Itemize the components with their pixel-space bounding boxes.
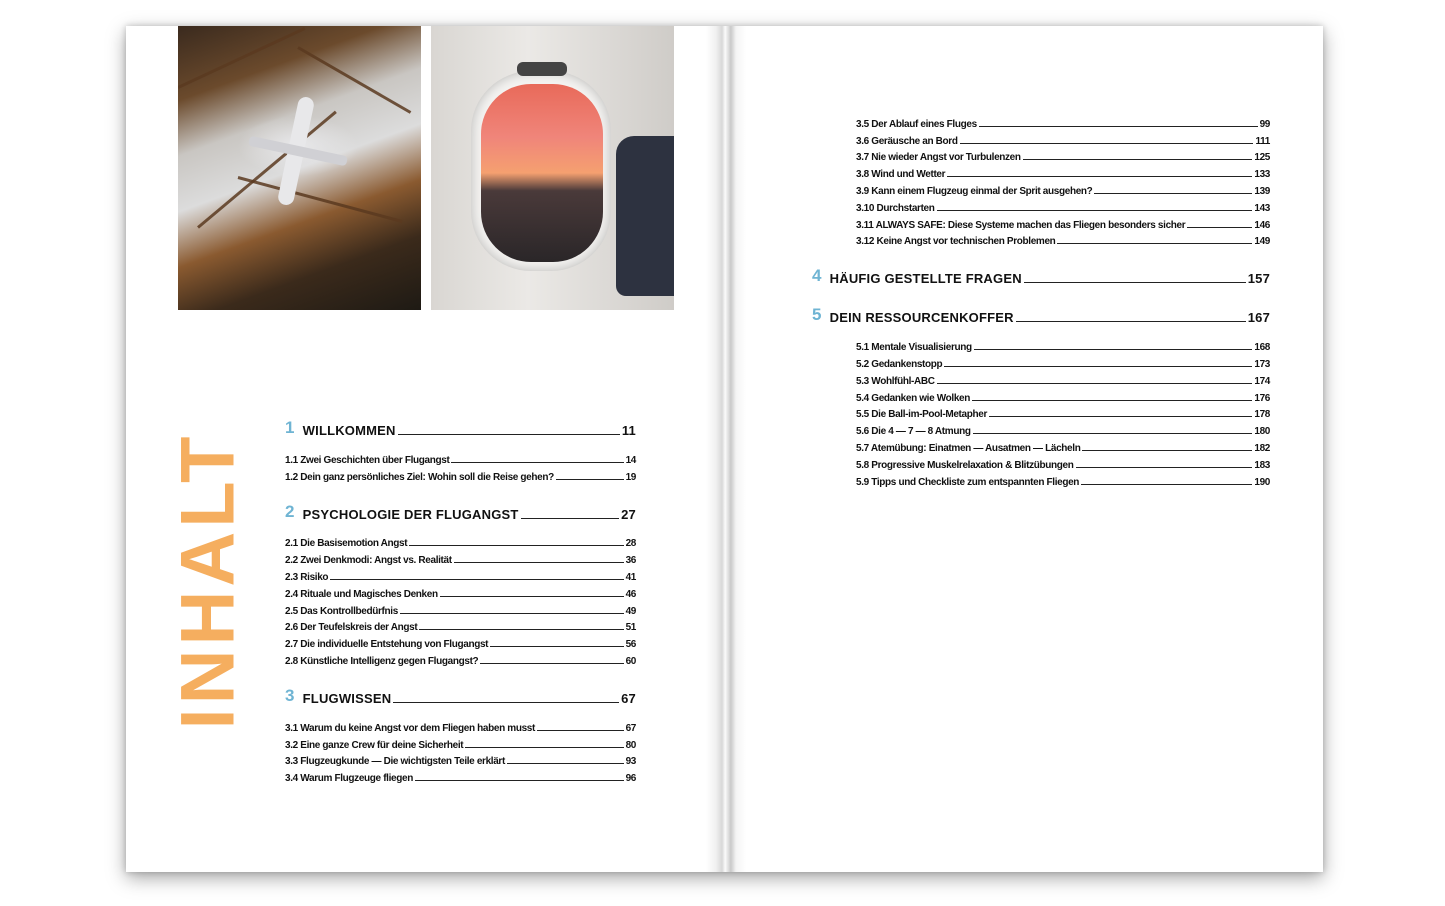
spacer [812, 286, 1270, 303]
toc-leader-line [521, 518, 620, 519]
toc-entry-label: 3.11 ALWAYS SAFE: Diese Systeme machen das Fliegen besonders sicher [856, 219, 1186, 231]
toc-entry[interactable] [856, 231, 1270, 248]
toc-entry[interactable] [856, 214, 1270, 231]
toc-entry-page: 93 [625, 756, 636, 768]
toc-entry-label: 3.3 Flugzeugkunde — Die wichtigsten Teile erklärt [285, 756, 505, 768]
toc-leader-line [1076, 467, 1253, 468]
toc-entry[interactable] [856, 387, 1270, 404]
toc-entry-page: 36 [625, 555, 636, 567]
toc-entry-label: 3.9 Kann einem Flugzeug einmal der Sprit ausgehen? [856, 185, 1093, 197]
toc-entry-page: 125 [1254, 152, 1270, 164]
toc-entry-page: 41 [625, 571, 636, 583]
toc-leader-line [937, 383, 1253, 384]
toc-entry-page: 133 [1254, 169, 1270, 181]
toc-entry-label: 3.12 Keine Angst vor technischen Problemen [856, 236, 1056, 248]
toc-entry[interactable] [285, 466, 636, 483]
toc-entry-page: 46 [625, 588, 636, 600]
chapter-page: 27 [621, 506, 636, 522]
spacer [285, 667, 636, 684]
chapter-number: 4 [812, 266, 822, 286]
toc-entry[interactable] [856, 437, 1270, 454]
toc-entry-page: 67 [625, 722, 636, 734]
toc-entry-page: 149 [1254, 236, 1270, 248]
chapter-page: 11 [621, 423, 636, 438]
book-spread [126, 26, 1323, 872]
toc-entry-page: 143 [1254, 202, 1270, 214]
toc-entry[interactable] [856, 197, 1270, 214]
toc-entry-page: 14 [625, 454, 636, 466]
toc-entry-label: 1.2 Dein ganz persönliches Ziel: Wohin soll die Reise gehen? [285, 471, 554, 483]
spacer [812, 247, 1270, 264]
toc-leader-line [393, 702, 619, 703]
toc-entry-label: 3.5 Der Ablauf eines Fluges [856, 118, 977, 130]
toc-entry-label: 3.6 Geräusche an Bord [856, 135, 958, 147]
toc-entry-page: 51 [625, 622, 636, 634]
toc-entry-page: 19 [625, 471, 636, 483]
chapter-number: 5 [812, 305, 822, 325]
toc-chapter[interactable] [285, 684, 636, 706]
toc-entry-label: 5.3 Wohlfühl-ABC [856, 375, 935, 387]
toc-entry-label: 2.1 Die Basisemotion Angst [285, 538, 408, 550]
toc-leader-line [1082, 450, 1252, 451]
toc-entry[interactable] [285, 650, 636, 667]
toc-entry[interactable] [856, 471, 1270, 488]
toc-entry-label: 5.7 Atemübung: Einatmen — Ausatmen — Lächeln [856, 442, 1081, 454]
toc-entry-label: 2.6 Der Teufelskreis der Angst [285, 622, 418, 634]
toc-leader-line [947, 176, 1252, 177]
toc-entry[interactable] [856, 163, 1270, 180]
toc-entry-label: 2.3 Risiko [285, 571, 329, 583]
toc-entry-page: 174 [1254, 375, 1270, 387]
toc-leader-line [480, 663, 623, 664]
palm-trees-airplane-photo [178, 26, 421, 310]
toc-entry-page: 96 [625, 773, 636, 785]
toc-entry-page: 146 [1254, 219, 1270, 231]
toc-entry-label: 3.1 Warum du keine Angst vor dem Fliegen haben musst [285, 722, 536, 734]
toc-leader-line [556, 479, 624, 480]
toc-entry-page: 139 [1254, 185, 1270, 197]
toc-entry-label: 3.10 Durchstarten [856, 202, 935, 214]
toc-entry[interactable] [856, 454, 1270, 471]
toc-leader-line [451, 462, 623, 463]
toc-entry-page: 178 [1254, 409, 1270, 421]
book-gutter [706, 26, 746, 872]
spacer [285, 522, 636, 533]
chapter-title: WILLKOMMEN [302, 423, 396, 438]
toc-entry-label: 2.4 Rituale und Magisches Denken [285, 588, 438, 600]
toc-entry-label: 5.1 Mentale Visualisierung [856, 342, 972, 354]
toc-left-page [285, 416, 636, 784]
toc-entry[interactable] [856, 147, 1270, 164]
toc-leader-line [1024, 282, 1246, 283]
toc-entry[interactable] [856, 353, 1270, 370]
toc-entry-page: 99 [1259, 118, 1270, 130]
toc-leader-line [440, 596, 624, 597]
toc-entry-page: 173 [1254, 358, 1270, 370]
toc-entry[interactable] [285, 583, 636, 600]
toc-entry-page: 49 [625, 605, 636, 617]
chapter-title: DEIN RESSOURCENKOFFER [829, 310, 1014, 326]
toc-entry[interactable] [285, 533, 636, 550]
toc-leader-line [398, 434, 620, 435]
toc-entry-page: 176 [1254, 392, 1270, 404]
toc-leader-line [944, 366, 1252, 367]
toc-entry[interactable] [285, 449, 636, 466]
toc-entry[interactable] [285, 767, 636, 784]
chapter-page: 167 [1247, 310, 1270, 326]
chapter-number: 1 [285, 418, 295, 437]
toc-leader-line [1094, 193, 1252, 194]
toc-leader-line [979, 126, 1258, 127]
toc-leader-line [1023, 159, 1253, 160]
toc-entry-label: 3.7 Nie wieder Angst vor Turbulenzen [856, 152, 1021, 164]
toc-entry-label: 5.9 Tipps und Checkliste zum entspannten Fliegen [856, 476, 1080, 488]
toc-leader-line [454, 562, 624, 563]
toc-leader-line [507, 763, 624, 764]
toc-entry-label: 2.2 Zwei Denkmodi: Angst vs. Realität [285, 555, 452, 567]
toc-leader-line [960, 143, 1254, 144]
toc-entry-label: 5.4 Gedanken wie Wolken [856, 392, 971, 404]
toc-entry-label: 1.1 Zwei Geschichten über Flugangst [285, 454, 450, 466]
chapter-number: 3 [285, 685, 295, 705]
toc-leader-line [1081, 484, 1252, 485]
toc-entry-label: 2.5 Das Kontrollbedürfnis [285, 605, 398, 617]
toc-entry-label: 5.5 Die Ball-im-Pool-Metapher [856, 409, 987, 421]
toc-leader-line [973, 433, 1253, 434]
toc-entry-label: 2.7 Die individuelle Entstehung von Flugangst [285, 639, 489, 651]
spacer [285, 438, 636, 449]
toc-entry-label: 3.4 Warum Flugzeuge fliegen [285, 773, 413, 785]
toc-entry-page: 80 [625, 739, 636, 751]
toc-entry[interactable] [856, 113, 1270, 130]
inhalt-title-text: INHALT [165, 432, 251, 730]
toc-entry-label: 3.8 Wind und Wetter [856, 169, 946, 181]
toc-entry-label: 5.6 Die 4 — 7 — 8 Atmung [856, 426, 971, 438]
toc-entry-label: 3.2 Eine ganze Crew für deine Sicherheit [285, 739, 464, 751]
toc-entry[interactable] [856, 370, 1270, 387]
toc-entry[interactable] [856, 130, 1270, 147]
toc-leader-line [989, 416, 1252, 417]
inhalt-title [165, 432, 251, 730]
toc-leader-line [1187, 227, 1252, 228]
toc-chapter[interactable] [285, 500, 636, 522]
toc-leader-line [937, 210, 1253, 211]
toc-entry[interactable] [856, 180, 1270, 197]
chapter-title: PSYCHOLOGIE DER FLUGANGST [302, 506, 519, 522]
toc-entry[interactable] [285, 600, 636, 617]
toc-leader-line [490, 646, 623, 647]
chapter-title: HÄUFIG GESTELLTE FRAGEN [829, 271, 1022, 287]
toc-entry[interactable] [285, 633, 636, 650]
toc-entry[interactable] [285, 734, 636, 751]
spacer [812, 325, 1270, 336]
toc-right-page [812, 113, 1270, 488]
toc-entry[interactable] [285, 717, 636, 734]
toc-entry[interactable] [856, 420, 1270, 437]
toc-leader-line [465, 747, 623, 748]
toc-entry-label: 2.8 Künstliche Intelligenz gegen Flugangst? [285, 655, 479, 667]
toc-entry[interactable] [285, 617, 636, 634]
toc-entry-page: 168 [1254, 342, 1270, 354]
toc-entry-page: 182 [1254, 442, 1270, 454]
toc-entry-label: 5.2 Gedankenstopp [856, 358, 943, 370]
toc-entry[interactable] [285, 549, 636, 566]
toc-leader-line [1057, 243, 1252, 244]
spacer [285, 706, 636, 717]
chapter-page: 67 [621, 690, 636, 706]
toc-leader-line [1016, 321, 1246, 322]
toc-entry-page: 111 [1255, 135, 1270, 147]
toc-entry-page: 190 [1254, 476, 1270, 488]
toc-leader-line [419, 629, 623, 630]
toc-entry[interactable] [285, 566, 636, 583]
toc-entry-page: 180 [1254, 426, 1270, 438]
toc-entry-page: 60 [625, 655, 636, 667]
chapter-page: 157 [1247, 271, 1270, 287]
chapter-title: FLUGWISSEN [302, 690, 392, 706]
toc-leader-line [330, 579, 623, 580]
toc-chapter[interactable] [812, 303, 1270, 325]
toc-entry-label: 5.8 Progressive Muskelrelaxation & Blitzübungen [856, 459, 1074, 471]
toc-leader-line [409, 545, 623, 546]
toc-leader-line [537, 730, 624, 731]
toc-leader-line [972, 400, 1252, 401]
toc-chapter[interactable] [285, 416, 636, 438]
toc-entry[interactable] [856, 336, 1270, 353]
toc-entry-page: 56 [625, 639, 636, 651]
toc-entry-page: 183 [1254, 459, 1270, 471]
spacer [285, 483, 636, 500]
toc-entry[interactable] [856, 404, 1270, 421]
toc-entry[interactable] [285, 751, 636, 768]
toc-leader-line [415, 780, 624, 781]
toc-leader-line [400, 613, 624, 614]
chapter-number: 2 [285, 501, 295, 521]
airplane-window-photo [431, 26, 674, 310]
toc-entry-page: 28 [625, 538, 636, 550]
toc-chapter[interactable] [812, 264, 1270, 286]
toc-leader-line [974, 349, 1253, 350]
